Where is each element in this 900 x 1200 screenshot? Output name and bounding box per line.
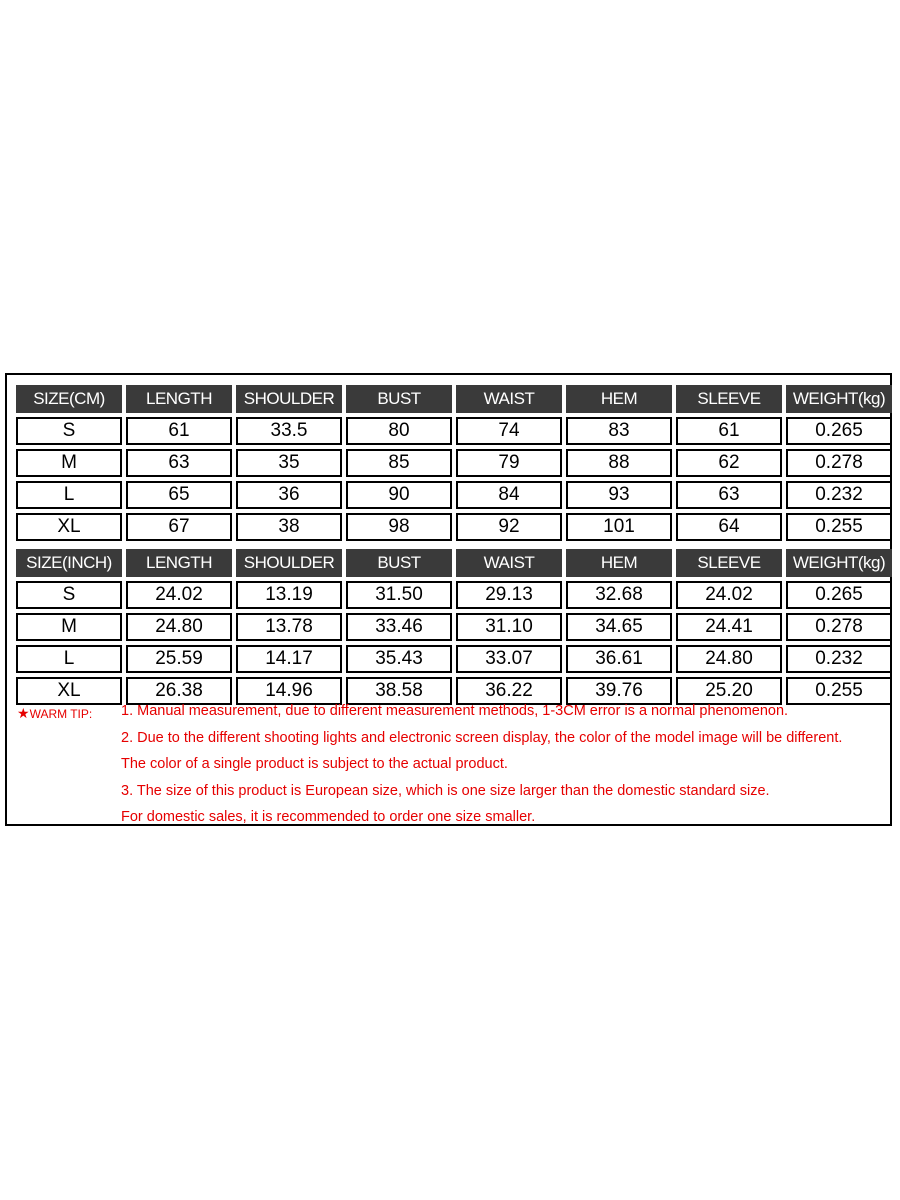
tip-line: 2. Due to the different shooting lights and electronic screen display, the color of the model image will be different. [121,730,843,746]
table-cell: 74 [456,417,562,445]
star-icon: ★ [17,705,30,721]
column-header: WEIGHT(kg) [786,385,892,413]
table-cell: 79 [456,449,562,477]
table-cell: 63 [126,449,232,477]
table-cell: 83 [566,417,672,445]
warm-tip-label: WARM TIP: [29,707,93,721]
table-header-row [16,549,892,577]
column-header: BUST [346,385,452,413]
warm-tip-label-group [17,705,92,722]
table-cell: 32.68 [566,581,672,609]
table-cell: 38.58 [346,677,452,705]
table-cell: 13.19 [236,581,342,609]
table-cell: 34.65 [566,613,672,641]
table-cell: XL [16,513,122,541]
table-cell: 90 [346,481,452,509]
table-cell: 93 [566,481,672,509]
table-cell: 84 [456,481,562,509]
table-cell: 0.255 [786,677,892,705]
column-header: HEM [566,385,672,413]
column-header: WAIST [456,549,562,577]
table-cell: 33.46 [346,613,452,641]
table-cell: 98 [346,513,452,541]
table-cell: 0.232 [786,645,892,673]
tip-line: 1. Manual measurement, due to different measurement methods, 1-3CM error is a normal phenomenon. [121,703,789,719]
column-header: HEM [566,549,672,577]
table-cell: 88 [566,449,672,477]
table-cell: 24.41 [676,613,782,641]
table-cell: 31.50 [346,581,452,609]
table-cell: L [16,645,122,673]
table-cell: 65 [126,481,232,509]
table-cell: 67 [126,513,232,541]
table-cell: S [16,417,122,445]
table-cell: L [16,481,122,509]
column-header: LENGTH [126,549,232,577]
table-cell: 0.265 [786,417,892,445]
table-cell: 33.07 [456,645,562,673]
table-cell: 61 [126,417,232,445]
table-row [16,677,892,705]
table-row [16,613,892,641]
table-cell: 0.278 [786,613,892,641]
table-cell: M [16,613,122,641]
table-cell: 0.232 [786,481,892,509]
table-cell: 31.10 [456,613,562,641]
table-cell: 26.38 [126,677,232,705]
table-cell: 14.96 [236,677,342,705]
table-cell: 36.22 [456,677,562,705]
column-header: SLEEVE [676,385,782,413]
size-table-inch [12,545,896,709]
table-cell: 36.61 [566,645,672,673]
column-header: LENGTH [126,385,232,413]
table-cell: S [16,581,122,609]
table-cell: 29.13 [456,581,562,609]
table-row [16,581,892,609]
table-row [16,417,892,445]
size-table-cm [12,381,896,545]
table-row [16,481,892,509]
table-cell: 35 [236,449,342,477]
table-cell: 92 [456,513,562,541]
table-cell: 0.278 [786,449,892,477]
table-cell: 0.265 [786,581,892,609]
table-cell: 33.5 [236,417,342,445]
table-cell: 101 [566,513,672,541]
table-cell: 39.76 [566,677,672,705]
table-cell: M [16,449,122,477]
table-cell: 38 [236,513,342,541]
table-cell: 13.78 [236,613,342,641]
table-cell: XL [16,677,122,705]
table-cell: 36 [236,481,342,509]
table-cell: 14.17 [236,645,342,673]
table-cell: 62 [676,449,782,477]
column-header: SHOULDER [236,385,342,413]
column-header: BUST [346,549,452,577]
table-cell: 63 [676,481,782,509]
tip-line: For domestic sales, it is recommended to order one size smaller. [121,809,536,825]
column-header: SIZE(CM) [16,385,122,413]
table-cell: 24.80 [676,645,782,673]
column-header: SLEEVE [676,549,782,577]
table-cell: 80 [346,417,452,445]
size-chart [5,373,892,826]
table-cell: 25.20 [676,677,782,705]
tip-line: 3. The size of this product is European size, which is one size larger than the domestic standard size. [121,783,770,799]
table-cell: 61 [676,417,782,445]
table-cell: 64 [676,513,782,541]
table-cell: 24.02 [126,581,232,609]
table-row [16,513,892,541]
table-cell: 24.80 [126,613,232,641]
table-cell: 85 [346,449,452,477]
table-row [16,645,892,673]
column-header: SHOULDER [236,549,342,577]
table-row [16,449,892,477]
table-cell: 35.43 [346,645,452,673]
table-cell: 24.02 [676,581,782,609]
table-cell: 25.59 [126,645,232,673]
column-header: WAIST [456,385,562,413]
table-header-row [16,385,892,413]
table-cell: 0.255 [786,513,892,541]
column-header: WEIGHT(kg) [786,549,892,577]
column-header: SIZE(INCH) [16,549,122,577]
tip-line: The color of a single product is subject to the actual product. [121,756,508,772]
